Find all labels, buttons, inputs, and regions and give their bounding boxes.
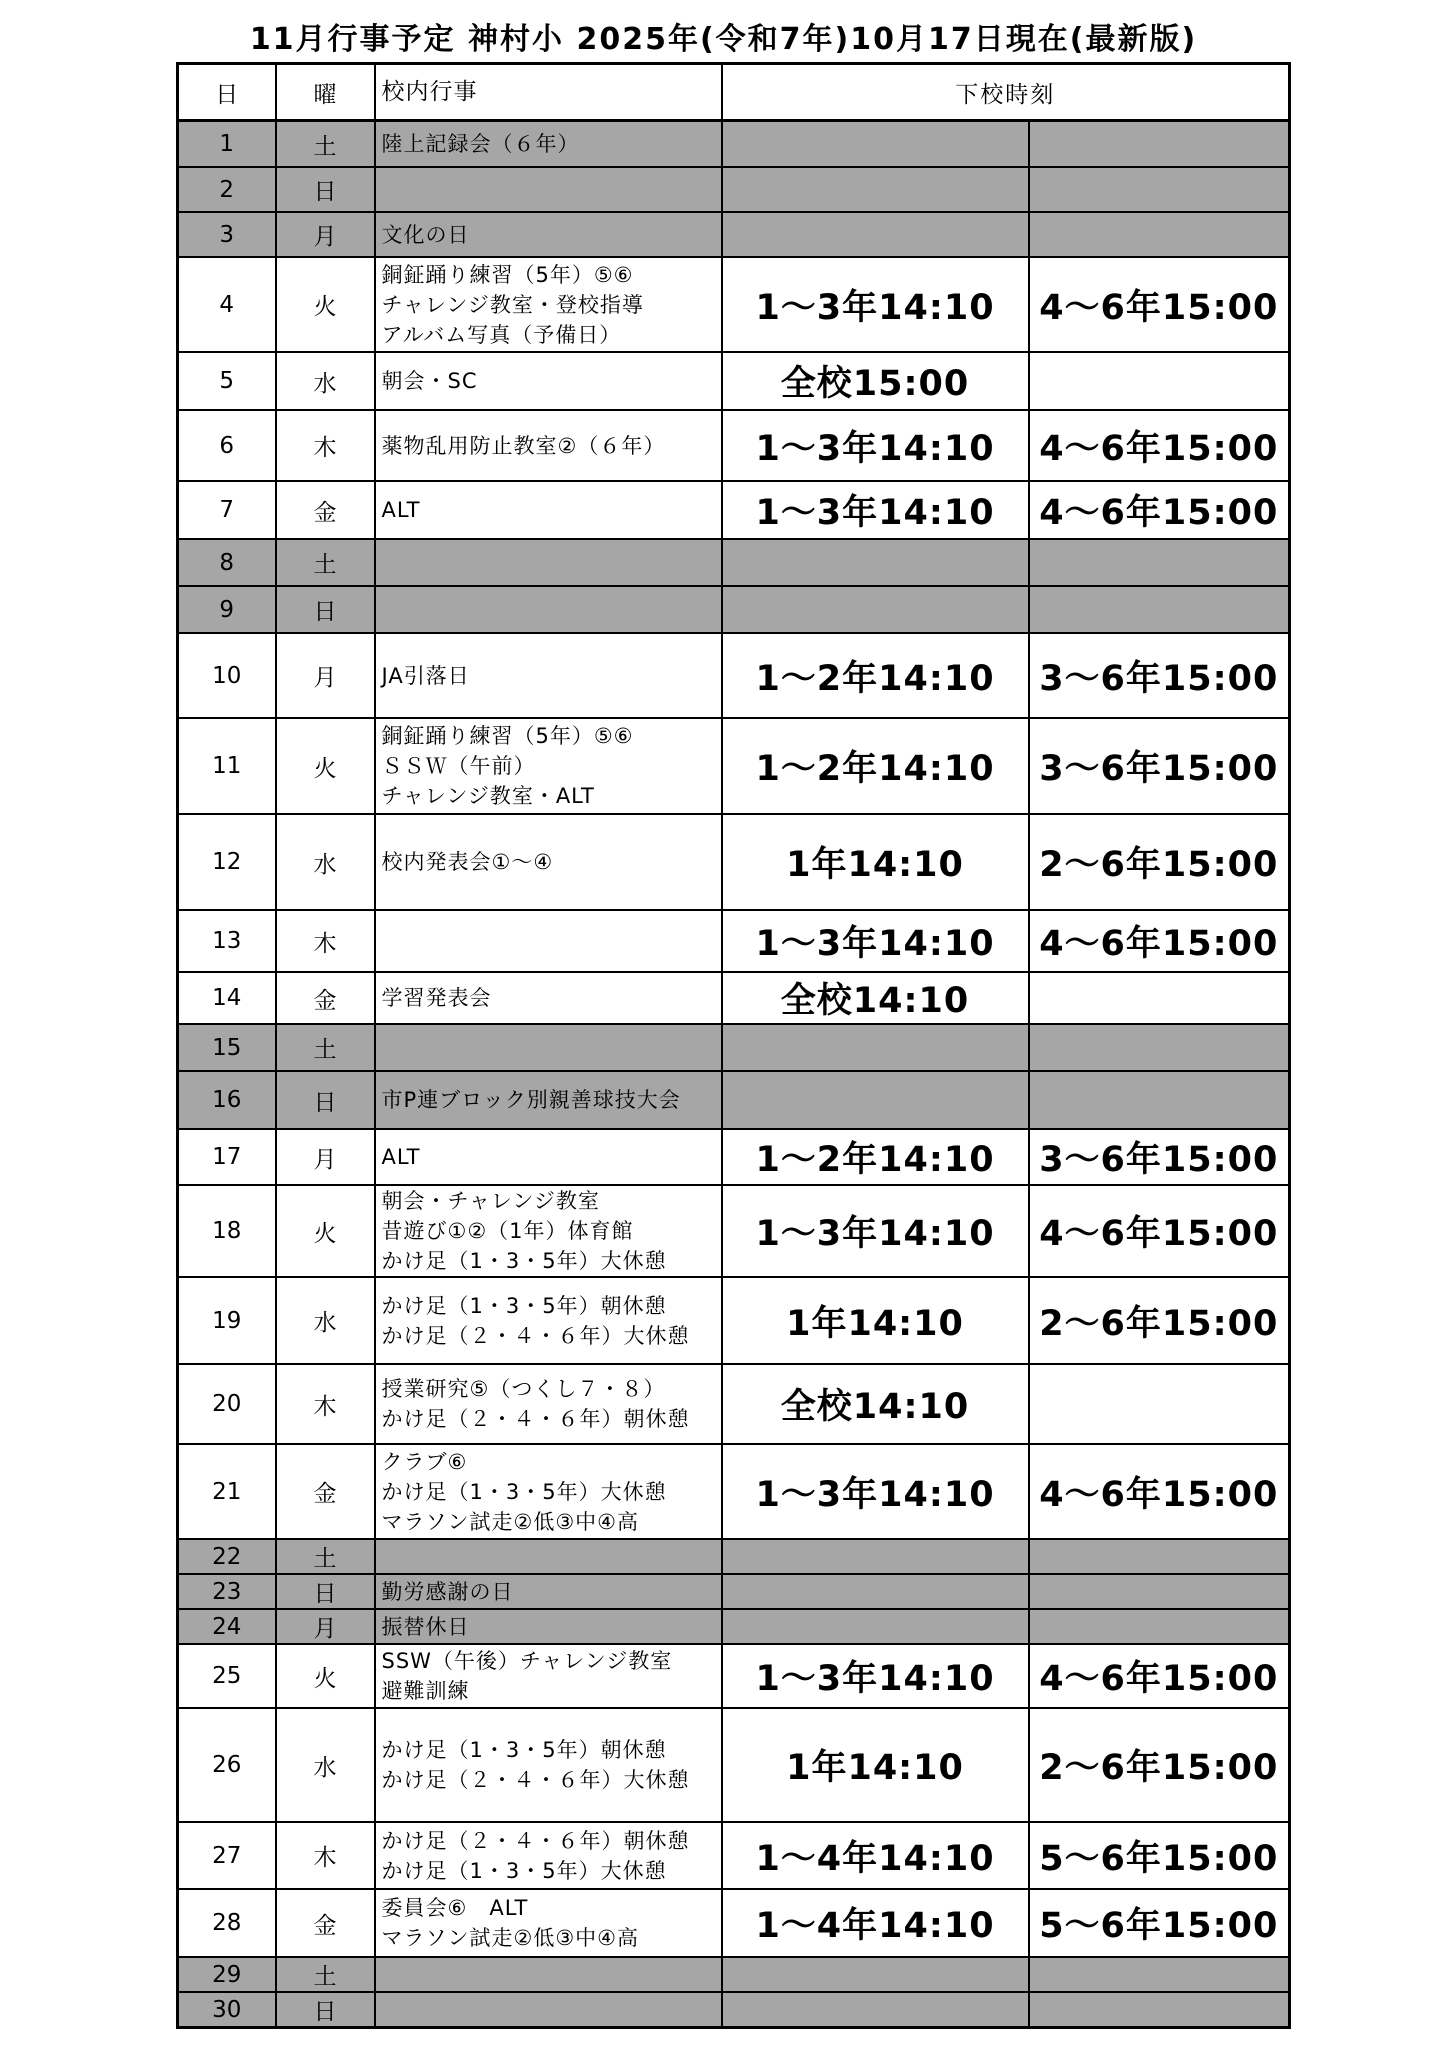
events-cell: [375, 1185, 722, 1277]
dismissal-time-2: 5～6年15:00: [1029, 1889, 1290, 1957]
schedule-row: [178, 212, 1290, 257]
weekday-cell: 日: [276, 167, 375, 212]
dismissal-time-2: [1029, 1992, 1290, 2028]
schedule-row: [178, 167, 1290, 212]
day-cell: 26: [178, 1708, 276, 1822]
dismissal-time-1: [722, 1609, 1029, 1644]
events-cell: [375, 1609, 722, 1644]
schedule-row: [178, 633, 1290, 718]
event-line: JA引落日: [381, 663, 470, 688]
event-line: 昔遊び①②（1年）体育館: [381, 1219, 634, 1243]
dismissal-time-2: 4～6年15:00: [1029, 1644, 1290, 1708]
schedule-row: [178, 1129, 1290, 1185]
dismissal-time-1: 1年14:10: [722, 1277, 1029, 1364]
events-cell: [375, 352, 722, 410]
schedule-row: [178, 1992, 1290, 2028]
event-line: 薬物乱用防止教室②（６年）: [381, 433, 666, 458]
schedule-row: [178, 1071, 1290, 1129]
dismissal-time-1: 1年14:10: [722, 1708, 1029, 1822]
event-line: 授業研究⑤（つくし７・８）: [381, 1377, 666, 1401]
event-line: 勤労感謝の日: [381, 1579, 514, 1604]
event-line: マラソン試走②低③中④高: [381, 1926, 639, 1950]
weekday-cell: 日: [276, 1992, 375, 2028]
event-line: チャレンジ教室・登校指導: [381, 292, 644, 317]
day-cell: 13: [178, 910, 276, 972]
dismissal-time-2: 2～6年15:00: [1029, 1277, 1290, 1364]
events-cell: [375, 167, 722, 212]
dismissal-time-2: 3～6年15:00: [1029, 718, 1290, 814]
schedule-row: [178, 1957, 1290, 1992]
events-cell: [375, 1708, 722, 1822]
schedule-row: [178, 1574, 1290, 1609]
dismissal-time-2: 4～6年15:00: [1029, 1444, 1290, 1539]
events-cell: [375, 586, 722, 633]
dismissal-time-1: 全校14:10: [722, 1364, 1029, 1444]
dismissal-time-2: [1029, 1539, 1290, 1574]
dismissal-time-2: 4～6年15:00: [1029, 257, 1290, 352]
day-cell: 7: [178, 481, 276, 539]
dismissal-time-1: 1～2年14:10: [722, 1129, 1029, 1185]
dismissal-time-2: 3～6年15:00: [1029, 1129, 1290, 1185]
day-cell: 29: [178, 1957, 276, 1992]
dismissal-time-2: [1029, 1024, 1290, 1071]
events-cell: [375, 1277, 722, 1364]
schedule-row: [178, 718, 1290, 814]
dismissal-time-2: 2～6年15:00: [1029, 814, 1290, 910]
dismissal-time-2: 2～6年15:00: [1029, 1708, 1290, 1822]
day-cell: 30: [178, 1992, 276, 2028]
schedule-row: [178, 410, 1290, 481]
dismissal-time-1: [722, 586, 1029, 633]
dismissal-time-1: [722, 1574, 1029, 1609]
dismissal-time-1: [722, 1992, 1029, 2028]
events-cell: [375, 972, 722, 1024]
events-cell: [375, 1444, 722, 1539]
schedule-row: [178, 539, 1290, 586]
events-cell: [375, 814, 722, 910]
dismissal-time-1: 1年14:10: [722, 814, 1029, 910]
header-weekday: 曜: [276, 64, 375, 121]
dismissal-time-1: [722, 121, 1029, 168]
weekday-cell: 月: [276, 1609, 375, 1644]
dismissal-time-1: 1～2年14:10: [722, 633, 1029, 718]
event-line: かけ足（２・４・６年）大休憩: [381, 1323, 690, 1348]
schedule-row: [178, 481, 1290, 539]
dismissal-time-1: 1～4年14:10: [722, 1889, 1029, 1957]
day-cell: 11: [178, 718, 276, 814]
day-cell: 15: [178, 1024, 276, 1071]
dismissal-time-1: [722, 1024, 1029, 1071]
weekday-cell: 金: [276, 1444, 375, 1539]
day-cell: 27: [178, 1822, 276, 1889]
dismissal-time-2: [1029, 121, 1290, 168]
day-cell: 9: [178, 586, 276, 633]
event-line: かけ足（1・3・5年）大休憩: [381, 1858, 667, 1883]
event-line: 陸上記録会（６年）: [381, 132, 580, 156]
event-line: ALT: [381, 1145, 421, 1169]
day-cell: 6: [178, 410, 276, 481]
schedule-row: [178, 814, 1290, 910]
event-line: 校内発表会①～④: [381, 850, 554, 874]
events-cell: [375, 1574, 722, 1609]
schedule-row: [178, 586, 1290, 633]
dismissal-time-1: 1～4年14:10: [722, 1822, 1029, 1889]
events-cell: [375, 257, 722, 352]
day-cell: 12: [178, 814, 276, 910]
header-dismissal: 下校時刻: [722, 64, 1290, 121]
schedule-row: [178, 910, 1290, 972]
schedule-row: [178, 257, 1290, 352]
dismissal-time-2: 5～6年15:00: [1029, 1822, 1290, 1889]
day-cell: 2: [178, 167, 276, 212]
weekday-cell: 水: [276, 814, 375, 910]
dismissal-time-1: [722, 539, 1029, 586]
dismissal-time-1: 全校15:00: [722, 352, 1029, 410]
weekday-cell: 土: [276, 1539, 375, 1574]
dismissal-time-1: [722, 1071, 1029, 1129]
event-line: かけ足（1・3・5年）大休憩: [381, 1479, 667, 1504]
schedule-row: [178, 1364, 1290, 1444]
event-line: ALT: [381, 498, 421, 522]
weekday-cell: 火: [276, 1185, 375, 1277]
events-cell: [375, 121, 722, 168]
schedule-row: [178, 1889, 1290, 1957]
dismissal-time-2: [1029, 1071, 1290, 1129]
event-line: かけ足（1・3・5年）大休憩: [381, 1249, 667, 1273]
weekday-cell: 月: [276, 633, 375, 718]
weekday-cell: 火: [276, 1644, 375, 1708]
events-cell: [375, 1644, 722, 1708]
event-line: 銅鉦踊り練習（5年）⑤⑥: [381, 724, 634, 748]
dismissal-time-1: [722, 167, 1029, 212]
weekday-cell: 木: [276, 1364, 375, 1444]
event-line: かけ足（２・４・６年）朝休憩: [381, 1828, 690, 1853]
day-cell: 8: [178, 539, 276, 586]
events-cell: [375, 1889, 722, 1957]
day-cell: 1: [178, 121, 276, 168]
event-line: ＳＳＷ（午前）: [381, 754, 536, 778]
event-line: 朝会・SC: [381, 369, 478, 393]
events-cell: [375, 910, 722, 972]
weekday-cell: 金: [276, 972, 375, 1024]
schedule-row: [178, 1539, 1290, 1574]
day-cell: 20: [178, 1364, 276, 1444]
event-line: チャレンジ教室・ALT: [381, 784, 595, 808]
day-cell: 3: [178, 212, 276, 257]
events-cell: [375, 1024, 722, 1071]
events-cell: [375, 633, 722, 718]
schedule-row: [178, 1609, 1290, 1644]
dismissal-time-2: [1029, 1957, 1290, 1992]
weekday-cell: 火: [276, 718, 375, 814]
dismissal-time-2: [1029, 972, 1290, 1024]
weekday-cell: 月: [276, 1129, 375, 1185]
schedule-table: [176, 62, 1291, 2029]
dismissal-time-2: [1029, 212, 1290, 257]
dismissal-time-1: 1～3年14:10: [722, 481, 1029, 539]
event-line: 朝会・チャレンジ教室: [381, 1189, 600, 1213]
events-cell: [375, 1539, 722, 1574]
dismissal-time-1: 1～3年14:10: [722, 257, 1029, 352]
dismissal-time-2: 4～6年15:00: [1029, 481, 1290, 539]
weekday-cell: 金: [276, 481, 375, 539]
event-line: 市P連ブロック別親善球技大会: [381, 1088, 681, 1112]
schedule-row: [178, 1708, 1290, 1822]
dismissal-time-1: 1～3年14:10: [722, 1644, 1029, 1708]
events-cell: [375, 410, 722, 481]
dismissal-time-2: [1029, 539, 1290, 586]
event-line: かけ足（1・3・5年）朝休憩: [381, 1738, 667, 1762]
schedule-row: [178, 1277, 1290, 1364]
day-cell: 24: [178, 1609, 276, 1644]
weekday-cell: 日: [276, 586, 375, 633]
event-line: かけ足（1・3・5年）朝休憩: [381, 1293, 667, 1318]
dismissal-time-1: [722, 1957, 1029, 1992]
dismissal-time-1: 1～3年14:10: [722, 910, 1029, 972]
events-cell: [375, 1992, 722, 2028]
dismissal-time-1: [722, 212, 1029, 257]
dismissal-time-2: 4～6年15:00: [1029, 1185, 1290, 1277]
weekday-cell: 土: [276, 1957, 375, 1992]
dismissal-time-2: 4～6年15:00: [1029, 410, 1290, 481]
weekday-cell: 木: [276, 910, 375, 972]
page-title: 11月行事予定 神村小 2025年(令和7年)10月17日現在(最新版): [249, 22, 1198, 57]
day-cell: 19: [178, 1277, 276, 1364]
event-line: 振替休日: [381, 1614, 470, 1639]
dismissal-time-1: 1～3年14:10: [722, 410, 1029, 481]
events-cell: [375, 1822, 722, 1889]
day-cell: 14: [178, 972, 276, 1024]
dismissal-time-2: [1029, 1574, 1290, 1609]
dismissal-time-1: 1～3年14:10: [722, 1444, 1029, 1539]
event-line: 学習発表会: [381, 986, 492, 1010]
events-cell: [375, 481, 722, 539]
day-cell: 23: [178, 1574, 276, 1609]
header-events: 校内行事: [375, 64, 722, 121]
weekday-cell: 水: [276, 1277, 375, 1364]
events-cell: [375, 1129, 722, 1185]
event-line: 委員会⑥ ALT: [381, 1896, 529, 1920]
weekday-cell: 日: [276, 1574, 375, 1609]
dismissal-time-1: 1～2年14:10: [722, 718, 1029, 814]
dismissal-time-1: [722, 1539, 1029, 1574]
day-cell: 17: [178, 1129, 276, 1185]
dismissal-time-2: [1029, 352, 1290, 410]
events-cell: [375, 1364, 722, 1444]
schedule-row: [178, 1822, 1290, 1889]
dismissal-time-2: 3～6年15:00: [1029, 633, 1290, 718]
dismissal-time-2: [1029, 586, 1290, 633]
dismissal-time-2: 4～6年15:00: [1029, 910, 1290, 972]
weekday-cell: 土: [276, 121, 375, 168]
day-cell: 5: [178, 352, 276, 410]
weekday-cell: 土: [276, 1024, 375, 1071]
event-line: 銅鉦踊り練習（5年）⑤⑥: [381, 262, 634, 287]
weekday-cell: 火: [276, 257, 375, 352]
day-cell: 16: [178, 1071, 276, 1129]
events-cell: [375, 539, 722, 586]
schedule-row: [178, 1644, 1290, 1708]
events-cell: [375, 1957, 722, 1992]
events-cell: [375, 718, 722, 814]
weekday-cell: 水: [276, 352, 375, 410]
schedule-row: [178, 121, 1290, 168]
event-line: 避難訓練: [381, 1679, 470, 1703]
day-cell: 4: [178, 257, 276, 352]
weekday-cell: 木: [276, 410, 375, 481]
dismissal-time-1: 1～3年14:10: [722, 1185, 1029, 1277]
schedule-row: [178, 352, 1290, 410]
day-cell: 10: [178, 633, 276, 718]
header-day: 日: [178, 64, 276, 121]
dismissal-time-2: [1029, 1609, 1290, 1644]
event-line: アルバム写真（予備日）: [381, 322, 622, 347]
weekday-cell: 月: [276, 212, 375, 257]
weekday-cell: 土: [276, 539, 375, 586]
events-cell: [375, 212, 722, 257]
dismissal-time-1: 全校14:10: [722, 972, 1029, 1024]
event-line: かけ足（２・４・６年）朝休憩: [381, 1407, 690, 1431]
schedule-row: [178, 1024, 1290, 1071]
weekday-cell: 木: [276, 1822, 375, 1889]
schedule-row: [178, 972, 1290, 1024]
event-line: SSW（午後）チャレンジ教室: [381, 1649, 673, 1673]
weekday-cell: 水: [276, 1708, 375, 1822]
day-cell: 28: [178, 1889, 276, 1957]
dismissal-time-2: [1029, 1364, 1290, 1444]
day-cell: 22: [178, 1539, 276, 1574]
day-cell: 25: [178, 1644, 276, 1708]
dismissal-time-2: [1029, 167, 1290, 212]
header-row: [178, 64, 1290, 121]
event-line: マラソン試走②低③中④高: [381, 1509, 639, 1534]
event-line: クラブ⑥: [381, 1449, 468, 1474]
event-line: かけ足（２・４・６年）大休憩: [381, 1768, 690, 1792]
event-line: 文化の日: [381, 222, 470, 247]
schedule-row: [178, 1185, 1290, 1277]
weekday-cell: 日: [276, 1071, 375, 1129]
day-cell: 21: [178, 1444, 276, 1539]
day-cell: 18: [178, 1185, 276, 1277]
schedule-row: [178, 1444, 1290, 1539]
weekday-cell: 金: [276, 1889, 375, 1957]
events-cell: [375, 1071, 722, 1129]
